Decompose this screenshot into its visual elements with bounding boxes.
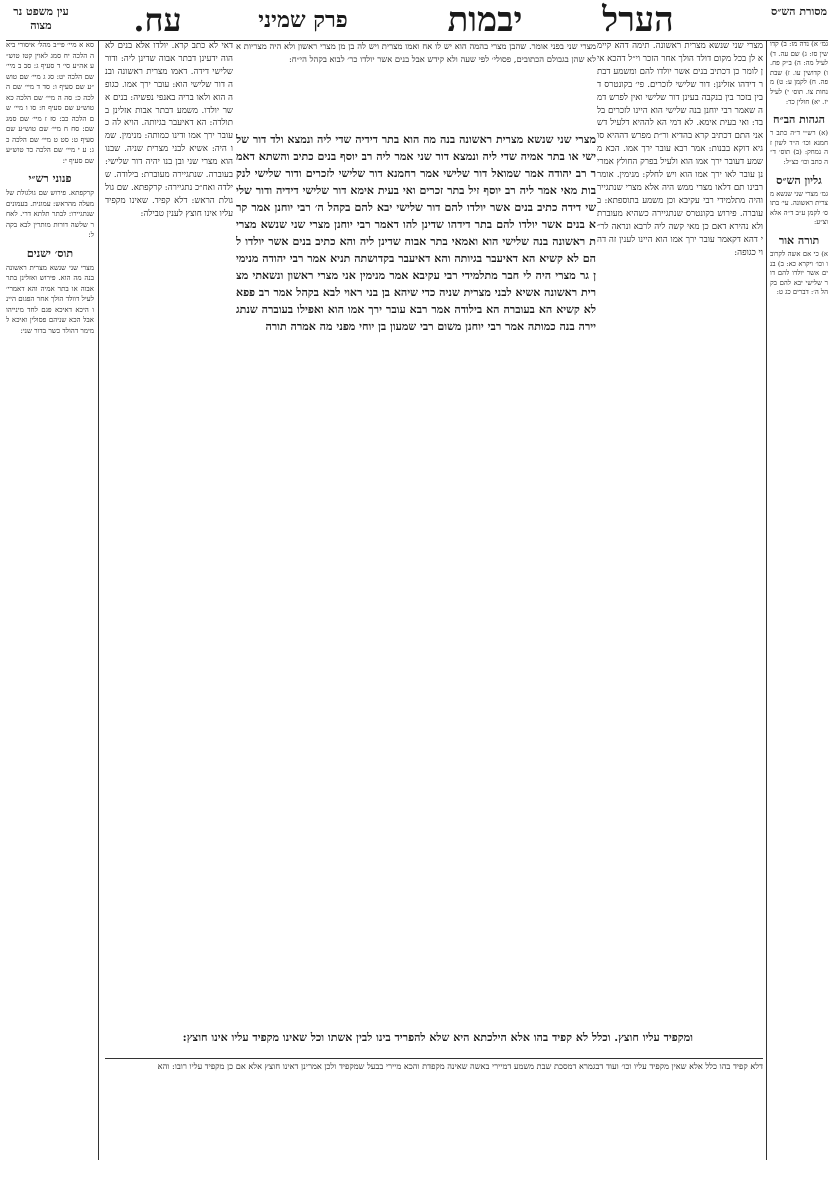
gilyon-heading: גליון הש״ס (776, 173, 822, 187)
folio-number: עח. (133, 1, 182, 39)
bottom-commentary-text: דלא קפיד בהו כלל אלא שאין מקפיד עליו וכו׳ ועוד דבגמרא דמסכת שבת משמע דמיירי באשה שאינה מקפדת והכא מיירי בבעל שמקפיד ולכן אמרינן דאינו חוצץ אלא אם כן מקפיד עליו רובו: והא (157, 1061, 763, 1071)
ein-mishpat-title: עין משפט נר מצוה (13, 5, 69, 32)
masoret-hashas-title: מסורת הש״ס (770, 5, 828, 18)
gloss-text: קרקפתא. פירוש שם גולגולת שלמעלה מהראש: עמונית. בעמונים שנתגיירו: לבתר תלתא דרי. לאחר שלשה דורות מותרין לבא בקהל: (6, 189, 94, 239)
masoret-text: גמ׳ א) נדה מז: ב) קדושין סז: ג) שם עה. ד) לעיל מה: ה) ב״ק פח. ו) קדושין עו. ז) שבת פה. ח) לקמן ע: ט) מנחות צו. תוס׳ י) לעיל יז. יא) חולין כד: (770, 40, 828, 106)
perek-header: פרק שמיני (258, 7, 348, 33)
torah-or-heading: תורה אור (778, 233, 820, 247)
hagahot-text: (א) רש״י ד״ה כתב רחמנא וכו׳ ה״ד לשון זה נמחק: (ב) תוס׳ ד״ה כתב וכו׳ כצ״ל: (770, 129, 828, 166)
gemara-text: מצרי שני שנשא מצרית ראשונה בנה מה הוא בתר דידיה שדי ליה ונמצא ולד דור שלישי או בתר אמיה שדי ליה ונמצא דור שני אמר ליה רב יוסף בנים כתיב והשתא דאמר רב יהודה אמר שמואל דור שלישי אמר רחמנא דור שלישי לזכרים ודור שלישי לנקבות מאי אמר ליה רב יוסף זיל בתר זכרים ואי בעית אימא דור שלישי דידיה ודור שלישי דידה כתיב בנים אשר יולדו להם דור שלישי יבא להם בקהל ה׳ רבי יוחנן אמר קרא בנים אשר יולדו להם בתר דידהו שדינן להו דאמר רבי יוחנן מצרי שני שנשא מצרית ראשונה בנה שלישי הוא ואמאי בתר אבוה שדינן ליה והא כתיב בנים אשר יולדו להם לא קשיא הא דאיעבר בגיותה והא דאיעבר בקדושתה תניא אמר רבי יהודה מנימין גר מצרי היה לי חבר מתלמידי רבי עקיבא אמר מנימין אני מצרי ראשון ונשאתי מצרית ראשונה אשיא לבני מצרית שניה כדי שיהא בן בני ראוי לבא בקהל אמר רב פפא לא קשיא הא בעוברה הא בילודה אמר רבא עובר ירך אמו הוא ואפילו בעוברה שנתגיירה בנה כמותה אמר רבי יוחנן משום רבי שמעון בן יוחי מפני מה אמרה תורה (236, 133, 596, 333)
masoret-column (770, 40, 828, 1160)
ein-mishpat-column (6, 40, 94, 1160)
rashi-top-text: מצרי שני בפני אומר. שהבן מצרי בהמה הוא יש לו אח ואמו מצרית ויש לה בן מן מצרי ראשון ולא היה מצריות אלא שהן בגבולם הכתובים, פסולי׳ לפי שעה ולא קידש אבל בנים אשר יולדו כר׳ לבוא בקהל הי״ח: (236, 41, 596, 64)
gilyon-text: גמ׳ מצרי שני שנשא מצרית ראשונה. עי׳ בתוס׳ לקמן ע״ב ד״ה אלא וצ״ע: (770, 189, 828, 227)
bottom-divider (105, 1058, 763, 1059)
rashi-top-block (236, 40, 596, 130)
tractate-header: יבמות (447, 0, 523, 40)
ein-mishpat-text: סא א מיי׳ פי״ב מהל׳ איסורי ביאה הלכה יח סמג לאוין קטז טוש״ע אה״ע סי׳ ד סעיף ג: סב ב מיי׳ שם הלכה יט: סג ג מיי׳ שם טוש״ע שם סעיף ו: סד ד מיי׳ שם הלכה כ: סה ה מיי׳ שם הלכה כא טוש״ע שם סעיף ח: סו ו מיי׳ שם הלכה כב: סז ז מיי׳ שם סמג שם: סח ח מיי׳ שם טוש״ע שם סעיף ט: סט ט מיי׳ שם הלכה כג: ע י מיי׳ שם הלכה כד טוש״ע שם סעיף י: (6, 41, 94, 165)
rashi-text: דאי לא כתב קרא. יולדו אלא בנים לא הוה ידעינן דבתר אבוה שדינן ליה: ודור שלישי דידה. דאמו מצרית ראשונה ובנה דור שלישי הוא: עובר ירך אמו. כגופה הוא ולאו בריה באנפי נפשיה: בנים אשר יולדו. משמע דבתר אבות אזלינן בתולדה: הא דאיעבר בגיותה. הויא לה כעובר ירך אמו ודינו כמותה: מנימין. שמו היה: אשיא לבני מצרית שניה. שבנו הוא מצרי שני ובן בנו יהיה דור שלישי: בעוברה. שנתגיירה מעוברת: בילודה. שילדה ואח״כ נתגיירה: קרקפתא. שם גולגולת הראש: דלא קפיד. שאינו מקפיד עליו אינו חוצץ לענין טבילה: (105, 41, 233, 219)
tosafot-text: מצרי שני שנשא מצרית ראשונה. תימה דהא קיימא לן בכל מקום דולד הולך אחר הזכר וי״ל דהכא אין לומר כן דכתיב בנים אשר יולדו להם ומשמע דבתר דידהו אזלינן: דור שלישי לזכרים. פי׳ בקונטרס דבין בזכר בין בנקבה בעינן דור שלישי ואין לפרש דמה שאמר רבי יוחנן בנה שלישי הוא היינו לזכרים בלבד: ואי בעית אימא. לא דמי הא לההיא דלעיל דשאני התם דכתיב קרא בהדיא ור״ת מפרש דההיא סוגיא דוקא בבנות: אמר רבא עובר ירך אמו. הכא משמע דעובר ירך אמו הוא ולעיל בפרק החולץ אמרינן עובר לאו ירך אמו הוא ויש לחלק: מנימין. אומר רבינו תם דלאו מצרי ממש היה אלא מצרי שנתגייר והיה מתלמידי רבי עקיבא וכן משמע בתוספתא: בעוברה. פירוש בקונטרס שנתגיירה כשהיא מעוברת ולא נהירא דאם כן מאי קשה ליה לרבא ונראה לר״י דהא דקאמר עובר ירך אמו הוא היינו לענין זה דהוי כגופה: (597, 41, 763, 258)
chapter-name-header: הערל (602, 0, 674, 40)
gemara-bottom-text: ומקפיד עליו חוצץ. וכלל לא קפיד בהו אלא הילכתא היא שלא להפריד בינו לבין אשתו וכל שאינו מקפיד עליו אינו חוצץ: (182, 1031, 693, 1044)
gloss-heading: פנוני רש״י (28, 172, 72, 185)
gemara-column (236, 131, 596, 1031)
torah-or-text: א) כי אם אשה לקרובו וכו׳ ויקרא כא: ב) בנים אשר יולדו להם דור שלישי יבא להם בקהל ה׳: דברים כג ט: (770, 249, 828, 297)
left-margin-divider (98, 40, 99, 1160)
right-margin-divider (766, 40, 767, 1160)
hagahot-heading: הגהות הב״ח (773, 113, 825, 127)
tosafot-column (597, 40, 763, 1028)
rashi-column (105, 40, 233, 1028)
gemara-continuation (105, 1030, 693, 1058)
tosafot-yeshanim-text: מצרי שני שנשא מצרית ראשונה בנה מה הוא. פירוש ואזלינן בתר אבוה או בתר אמיה והא דאמרי׳ לעיל דוולד הולך אחר הפגום היינו היכא דאיכא פגם לחד מינייהו אבל הכא שניהם פסולין ואיכא למימר דהולד כשר בדור שני: (6, 263, 94, 335)
bottom-commentary (105, 1060, 763, 1100)
tosafot-yeshanim-heading: תוס׳ ישנים (26, 246, 74, 260)
